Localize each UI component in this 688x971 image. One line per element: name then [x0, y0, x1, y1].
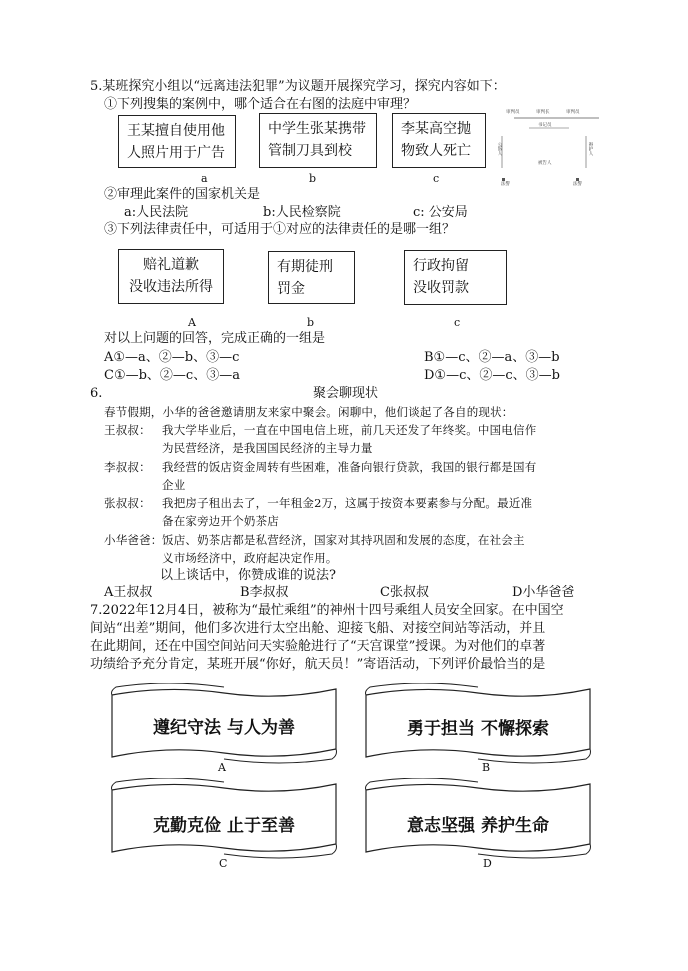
q5-option-d[interactable]: D①—c、②—c、③—b: [424, 368, 560, 383]
q6-intro: 春节假期，小华的爸爸邀请朋友来家中聚会。闲聊中，他们谈起了各自的现状：: [104, 405, 514, 419]
q5-sub2: ②审理此案件的国家机关是: [104, 187, 261, 202]
organ-c: c: 公安局: [413, 205, 468, 220]
case-c-label: c: [433, 172, 440, 185]
q6-text-wang-1: 我大学毕业后，一直在中国电信上班，前几天还发了年终奖。中国电信作: [162, 423, 537, 437]
courtroom-police2: 法警: [573, 182, 582, 187]
scroll-d-text: 意志坚强 养护生命: [407, 816, 549, 836]
case-b-line2: 管制刀具到校: [268, 143, 352, 159]
case-a-line2: 人照片用于广告: [127, 145, 225, 161]
case-a-label: a: [201, 172, 208, 185]
q6-option-d[interactable]: D小华爸爸: [512, 585, 575, 600]
scroll-a-label: A: [218, 761, 226, 774]
case-box-c: [392, 113, 486, 168]
q5-stem: 5.某班探究小组以“远离违法犯罪”为议题开展探究学习，探究内容如下：: [90, 79, 506, 94]
liability-c-line2: 没收罚款: [413, 280, 469, 296]
q5-option-b[interactable]: B①—c、②—a、③—b: [424, 350, 560, 365]
q6-text-li-1: 我经营的饭店资金周转有些困难，准备向银行贷款，我国的银行都是国有: [162, 460, 537, 474]
liability-a-line1: 赔礼道歉: [143, 257, 199, 273]
q6-speaker-wang: 王叔叔：: [104, 423, 151, 437]
courtroom-diagram: [494, 106, 602, 188]
liability-c-label: c: [454, 316, 461, 329]
q5-sub3: ③下列法律责任中，可适用于①对应的法律责任的是哪一组？: [104, 222, 456, 237]
case-b-line1: 中学生张某携带: [268, 121, 366, 137]
courtroom-police1: 法警: [501, 182, 510, 187]
q7-line-2: 间站“出差”期间，他们多次进行太空出舱、迎接飞船、对接空间站等活动，并且: [90, 621, 546, 636]
scroll-b-label: B: [482, 761, 491, 774]
liability-a-line2: 没收违法所得: [129, 279, 213, 295]
courtroom-judge1: 审判员: [506, 110, 520, 115]
liability-box-c: [404, 250, 507, 305]
q6-speaker-dad: 小华爸爸：: [104, 533, 163, 547]
q6-option-c[interactable]: C张叔叔: [380, 585, 429, 600]
courtroom-lines: [494, 106, 602, 188]
q5-option-a[interactable]: A①—a、②—b、③—c: [104, 350, 240, 365]
liability-b-line1: 有期徒刑: [277, 259, 333, 275]
q6-title: 聚会聊现状: [313, 386, 379, 401]
q6-speaker-zhang: 张叔叔：: [104, 496, 151, 510]
case-b-label: b: [309, 172, 317, 185]
scroll-a-text: 遵纪守法 与人为善: [153, 718, 295, 738]
organ-b: b:人民检察院: [263, 205, 341, 220]
case-a-line1: 王某擅自使用他: [127, 123, 225, 139]
liability-b-label: b: [307, 316, 315, 329]
scroll-c-label: C: [219, 857, 228, 870]
q5-option-c[interactable]: C①—b、②—c、③—a: [104, 368, 240, 383]
courtroom-judge2: 审判员: [566, 110, 580, 115]
case-box-a: [118, 115, 236, 168]
q5-conclusion: 对以上问题的回答，完成正确的一组是: [104, 331, 326, 346]
q7-line-1: 7.2022年12月4日，被称为“最忙乘组”的神州十四号乘组人员安全回家。在中国空: [90, 603, 564, 618]
scroll-option-d[interactable]: [362, 778, 594, 860]
liability-c-line1: 行政拘留: [413, 258, 469, 274]
liability-box-a: [118, 249, 224, 304]
liability-b-line2: 罚金: [277, 281, 305, 297]
case-box-b: [259, 113, 377, 168]
liability-box-b: [268, 251, 355, 304]
scroll-option-a[interactable]: [108, 683, 340, 765]
q6-option-a[interactable]: A王叔叔: [104, 585, 153, 600]
courtroom-prosecutor: 公诉人: [497, 142, 502, 156]
q6-text-li-2: 企业: [162, 478, 186, 492]
q7-line-4: 功绩给予充分肯定，某班开展“你好，航天员！”寄语活动，下列评价最恰当的是: [90, 657, 546, 672]
q7-line-3: 在此期间，还在中国空间站问天实验舱进行了“天宫课堂”授课。为对他们的卓著: [90, 639, 546, 654]
courtroom-defender: 辩护人: [588, 142, 593, 156]
courtroom-defendant: 被告人: [538, 161, 552, 166]
q6-speaker-li: 李叔叔：: [104, 460, 151, 474]
case-c-line1: 李某高空抛: [401, 121, 471, 137]
q5-sub1: ①下列搜集的案例中，哪个适合在右图的法庭中审理？: [104, 97, 417, 112]
q6-text-zhang-2: 备在家旁边开个奶茶店: [162, 514, 279, 528]
case-c-line2: 物致人死亡: [401, 143, 471, 159]
scroll-option-c[interactable]: [108, 778, 340, 860]
scroll-b-text: 勇于担当 不懈探索: [407, 719, 549, 739]
liability-a-label: A: [188, 316, 196, 329]
organ-a: a:人民法院: [124, 205, 189, 220]
scroll-c-text: 克勤克俭 止于至善: [153, 816, 295, 836]
q6-text-zhang-1: 我把房子租出去了，一年租金2万，这属于按资本要素参与分配。最近准: [162, 496, 533, 510]
q6-text-dad-2: 义市场经济中，政府起决定作用。: [162, 551, 338, 565]
courtroom-clerk: 书记员: [538, 123, 552, 128]
scroll-option-b[interactable]: [362, 683, 594, 765]
scroll-d-label: D: [483, 857, 492, 870]
q6-option-b[interactable]: B李叔叔: [240, 585, 289, 600]
q6-question: 以上谈话中，你赞成谁的说法?: [160, 568, 336, 583]
courtroom-chief: 审判长: [536, 110, 550, 115]
q6-number: 6.: [90, 386, 103, 401]
q6-text-wang-2: 为民营经济，是我国国民经济的主导力量: [162, 441, 373, 455]
q6-text-dad-1: 饭店、奶茶店都是私营经济，国家对其持巩固和发展的态度，在社会主: [162, 533, 525, 547]
